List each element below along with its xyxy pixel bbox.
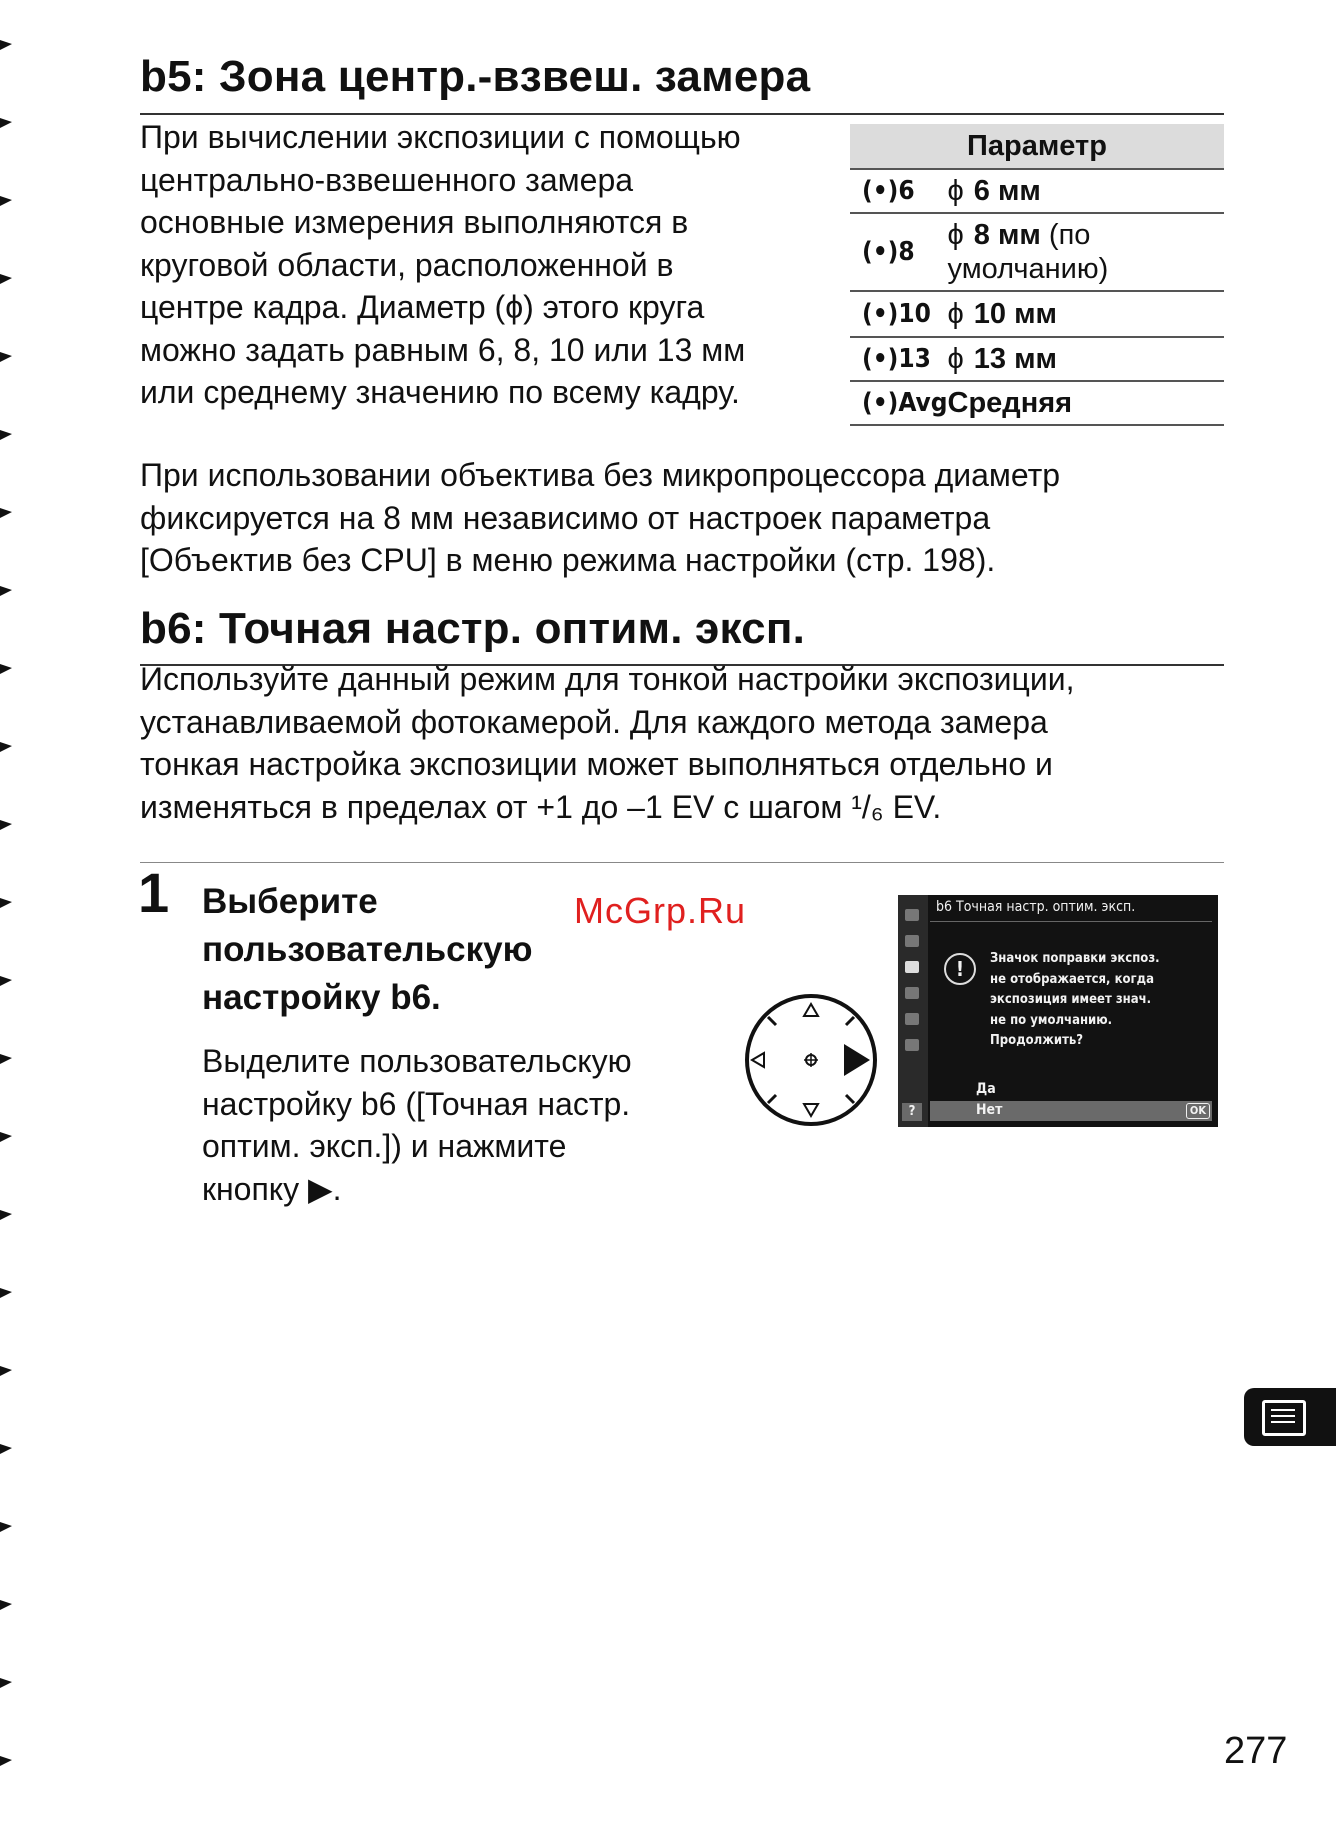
table-row: (•)6 ϕ 6 мм <box>850 169 1224 213</box>
option-no[interactable]: Нет <box>976 1102 1003 1118</box>
screen-message: Значок поправки экспоз. не отображается, когда экспозиция имеет знач. не по умолчанию. Продолжить? <box>990 951 1160 1048</box>
metering-10mm-icon: (•)10 <box>850 291 948 337</box>
metering-8mm-icon: (•)8 <box>850 213 948 291</box>
screen-title: b6 Точная настр. оптим. эксп. <box>936 899 1136 915</box>
table-value: 13 мм <box>973 343 1057 375</box>
custom-settings-pencil-icon <box>905 961 919 973</box>
b6-intro: Используйте данный режим для тонкой настройки экспозиции, устанавливаемой фотокамерой. Для каждого метода замера тонкая настройка экспозиции может выполняться отдельно и изменяться в пределах от +1 до –1 EV с шагом ¹/₆ EV. <box>140 661 1075 825</box>
step-body: Выделите пользовательскую настройку b6 ([Точная настр. оптим. эксп.]) и нажмите кнопку ▶. <box>202 1043 632 1207</box>
ok-button-icon: OK <box>1186 1103 1210 1119</box>
step-divider <box>140 862 1224 863</box>
option-no-row[interactable] <box>930 1101 1212 1121</box>
table-row: (•)13 ϕ 13 мм <box>850 337 1224 381</box>
custom-settings-menu-icon <box>1244 1388 1336 1446</box>
b5-intro: При вычислении экспозиции с помощью центрально-взвешенного замера основные измерения выполняются в круговой области, расположенной в центре кадра. Диаметр (ϕ) этого круга можно задать равным 6, 8, 10 или 13 мм или среднему значению по всему кадру. <box>140 119 746 410</box>
table-row <box>850 381 1224 425</box>
parameter-table <box>850 124 1224 426</box>
metering-average-icon: (•)Avg <box>850 381 948 425</box>
shooting-menu-icon <box>905 935 919 947</box>
my-menu-icon <box>905 1039 919 1051</box>
playback-menu-icon <box>905 909 919 921</box>
step-number: 1 <box>138 861 170 924</box>
table-header-row <box>850 124 1224 169</box>
table-value: 8 мм <box>973 219 1041 251</box>
table-header: Параметр <box>850 124 1224 169</box>
metering-6mm-icon: (•)6 <box>850 169 948 213</box>
help-icon: ? <box>902 1103 922 1121</box>
table-value: 6 мм <box>973 175 1041 207</box>
default-note: (по умолчанию) <box>947 219 1109 285</box>
retouch-menu-icon <box>905 1013 919 1025</box>
table-value: 10 мм <box>973 298 1057 330</box>
menu-tabs-rail <box>898 895 928 1127</box>
multi-selector-icon <box>738 990 884 1136</box>
b6-title: b6: Точная настр. оптим. эксп. <box>140 604 806 653</box>
b5-title: b5: Зона центр.-взвеш. замера <box>140 52 811 101</box>
warning-icon: ! <box>944 953 976 985</box>
watermark: McGrp.Ru <box>574 890 747 931</box>
table-value: Средняя <box>947 387 1073 419</box>
step-heading: Выберите пользовательскую настройку b6. <box>202 882 533 1017</box>
camera-monitor-screen <box>898 895 1218 1127</box>
b5-title-rule <box>140 113 1224 115</box>
page-binding-edge <box>0 0 20 1824</box>
table-row: (•)10 ϕ 10 мм <box>850 291 1224 337</box>
option-yes[interactable]: Да <box>976 1081 996 1097</box>
page-number: 277 <box>1224 1730 1288 1772</box>
table-row: (•)8 ϕ 8 мм (по умолчанию) <box>850 213 1224 291</box>
setup-menu-icon <box>905 987 919 999</box>
b5-note: При использовании объектива без микропроцессора диаметр фиксируется на 8 мм независимо от настроек параметра [Объектив без CPU] в меню режима настройки (стр. 198). <box>140 457 1061 578</box>
metering-13mm-icon: (•)13 <box>850 337 948 381</box>
